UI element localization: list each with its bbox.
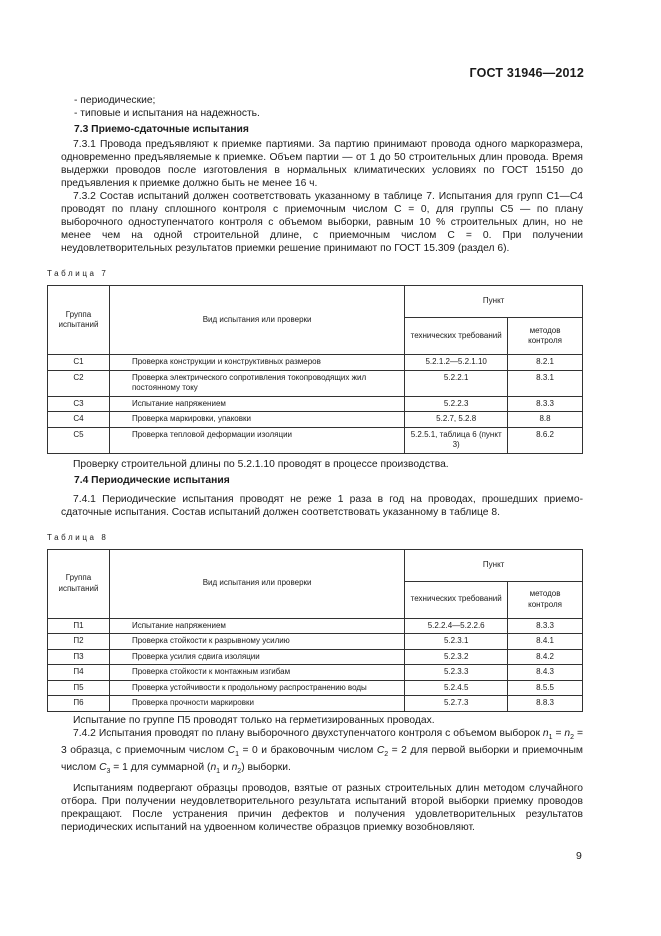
table-7 — [47, 285, 583, 454]
var: C — [227, 744, 236, 756]
sub: 2 — [237, 767, 242, 775]
cell-method: 8.3.1 — [508, 370, 583, 396]
table-row — [48, 412, 583, 428]
paragraph: Испытаниям подвергают образцы проводов, взятые от разных строительных длин методом случайного отбора. При получении неудовлетворительного результата испытаний второй выборки приемку проводов прекращают. После устранения причин дефектов и получения удовлетворительных результатов периодических испытаний на удвоенном количестве образцов приемку возобновляют. — [61, 782, 583, 833]
text-fragment: = 1 для суммарной ( — [110, 761, 211, 773]
cell-name: Проверка электрического сопротивления токопроводящих жил постоянному току — [109, 370, 404, 396]
page-number: 9 — [576, 850, 582, 862]
table-row — [48, 355, 583, 371]
cell-group: С1 — [48, 355, 110, 371]
paragraph: Проверку строительной длины по 5.2.1.10 проводят в процессе производства. — [73, 458, 449, 470]
table-row — [48, 396, 583, 412]
var: n — [231, 761, 238, 773]
cell-group: П5 — [48, 680, 110, 696]
cell-group: С5 — [48, 427, 110, 453]
cell-group: П1 — [48, 618, 110, 634]
paragraph: Испытание по группе П5 проводят только на герметизированных проводах. — [73, 714, 435, 726]
cell-name: Испытание напряжением — [109, 618, 404, 634]
cell-tech: 5.2.7, 5.2.8 — [405, 412, 508, 428]
section-heading: 7.3 Приемо-сдаточные испытания — [74, 124, 249, 135]
header-type: Вид испытания или проверки — [109, 549, 404, 618]
cell-group: П6 — [48, 696, 110, 712]
table-row — [48, 618, 583, 634]
paragraph: 7.3.1 Провода предъявляют к приемке партиями. За партию принимают провода одного маркоразмера, одновременно предъявляемые к приемке. Объем партии — от 1 до 50 строительных длин провода. Время выдержки проводов после изготовления в нормальных климатических условиях по ГОСТ 15150 до предъявления к приемке должно быть не менее 16 ч. — [61, 139, 583, 189]
sub: 2 — [384, 750, 389, 758]
table-8 — [47, 549, 583, 712]
table-row — [48, 696, 583, 712]
list-item: - типовые и испытания на надежность. — [74, 108, 260, 119]
sub: 3 — [106, 767, 111, 775]
text-fragment: и — [220, 761, 232, 773]
var: n — [542, 727, 549, 739]
cell-tech: 5.2.3.2 — [405, 649, 508, 665]
cell-method: 8.4.1 — [508, 634, 583, 650]
text-fragment: = 3 образца, с приемочным числом — [61, 727, 583, 756]
paragraph: 7.3.2 Состав испытаний должен соответствовать указанному в таблице 7. Испытания для групп С1—С4 проводят по плану сплошного контроля с приемочным числом C = 0, для группы С5 — по плану выборочного одноступенчатого контроля с объемом выборки, равным 10 % строительных длин, но не менее чем на одной строительной длине, с приемочным числом C = 0. При получении неудовлетворительных результатов приемки решение принимают по ГОСТ 15.309 (раздел 6). — [61, 191, 583, 254]
cell-tech: 5.2.4.5 — [405, 680, 508, 696]
var: n — [564, 727, 571, 739]
var: C — [99, 761, 107, 773]
header-tech: технических требований — [405, 318, 508, 355]
list-item: - периодические; — [74, 95, 156, 106]
cell-name: Проверка конструкции и конструктивных размеров — [109, 355, 404, 371]
cell-tech: 5.2.2.4—5.2.2.6 — [405, 618, 508, 634]
text-fragment: = 2 для первой выборки и приемочным числом — [61, 744, 584, 773]
header-group: Группа испытаний — [48, 549, 110, 618]
cell-group: С3 — [48, 396, 110, 412]
cell-name: Проверка стойкости к монтажным изгибам — [109, 665, 404, 681]
cell-method: 8.8 — [508, 412, 583, 428]
var: C — [376, 744, 385, 756]
table-row — [48, 370, 583, 396]
sub: 1 — [235, 750, 239, 758]
paragraph: 7.4.1 Периодические испытания проводят не реже 1 раза в год на проводах, прошедших приемо-сдаточные испытания. Состав испытаний должен соответствовать указанному в таблице 8. — [61, 493, 583, 518]
cell-tech: 5.2.5.1, таблица 6 (пункт 3) — [405, 427, 508, 453]
cell-method: 8.6.2 — [508, 427, 583, 453]
cell-tech: 5.2.1.2—5.2.1.10 — [405, 355, 508, 371]
text-fragment: ) выборки. — [241, 761, 291, 773]
cell-tech: 5.2.3.1 — [405, 634, 508, 650]
table-row — [48, 427, 583, 453]
text-fragment: 7.4.2 Испытания проводят по плану выборочного двухступенчатого контроля с объемом выборок — [73, 727, 543, 739]
cell-group: П3 — [48, 649, 110, 665]
cell-method: 8.2.1 — [508, 355, 583, 371]
table-row — [48, 634, 583, 650]
sub: 2 — [570, 733, 575, 741]
paragraph-742 — [61, 727, 583, 778]
cell-tech: 5.2.7.3 — [405, 696, 508, 712]
header-methods: методов контроля — [508, 318, 583, 355]
cell-name: Проверка стойкости к разрывному усилию — [109, 634, 404, 650]
cell-method: 8.3.3 — [508, 396, 583, 412]
cell-method: 8.8.3 — [508, 696, 583, 712]
cell-name: Испытание напряжением — [109, 396, 404, 412]
sub: 1 — [216, 767, 221, 775]
section-heading: 7.4 Периодические испытания — [74, 474, 230, 486]
cell-tech: 5.2.2.3 — [405, 396, 508, 412]
sub: 1 — [548, 733, 553, 741]
cell-group: П2 — [48, 634, 110, 650]
header-type: Вид испытания или проверки — [109, 286, 404, 355]
header-group: Группа испытаний — [48, 286, 110, 355]
table-caption: Таблица 8 — [47, 532, 109, 542]
cell-method: 8.3.3 — [508, 618, 583, 634]
cell-name: Проверка прочности маркировки — [109, 696, 404, 712]
document-header: ГОСТ 31946—2012 — [469, 66, 584, 80]
page-content — [47, 94, 584, 834]
cell-name: Проверка тепловой деформации изоляции — [109, 427, 404, 453]
header-punkt: Пункт — [405, 286, 583, 318]
cell-group: С2 — [48, 370, 110, 396]
cell-method: 8.4.3 — [508, 665, 583, 681]
header-tech: технических требований — [405, 581, 508, 618]
table-caption: Таблица 7 — [47, 269, 109, 278]
cell-tech: 5.2.2.1 — [405, 370, 508, 396]
table-row — [48, 665, 583, 681]
header-punkt: Пункт — [405, 549, 583, 581]
table-row — [48, 680, 583, 696]
text-fragment: = — [552, 727, 565, 739]
var: n — [210, 761, 217, 773]
table-row — [48, 649, 583, 665]
cell-tech: 5.2.3.3 — [405, 665, 508, 681]
cell-method: 8.4.2 — [508, 649, 583, 665]
text-fragment: = 0 и браковочным числом — [239, 744, 377, 756]
cell-name: Проверка маркировки, упаковки — [109, 412, 404, 428]
header-methods: методов контроля — [508, 581, 583, 618]
cell-group: С4 — [48, 412, 110, 428]
cell-name: Проверка устойчивости к продольному распространению воды — [109, 680, 404, 696]
cell-group: П4 — [48, 665, 110, 681]
cell-name: Проверка усилия сдвига изоляции — [109, 649, 404, 665]
cell-method: 8.5.5 — [508, 680, 583, 696]
